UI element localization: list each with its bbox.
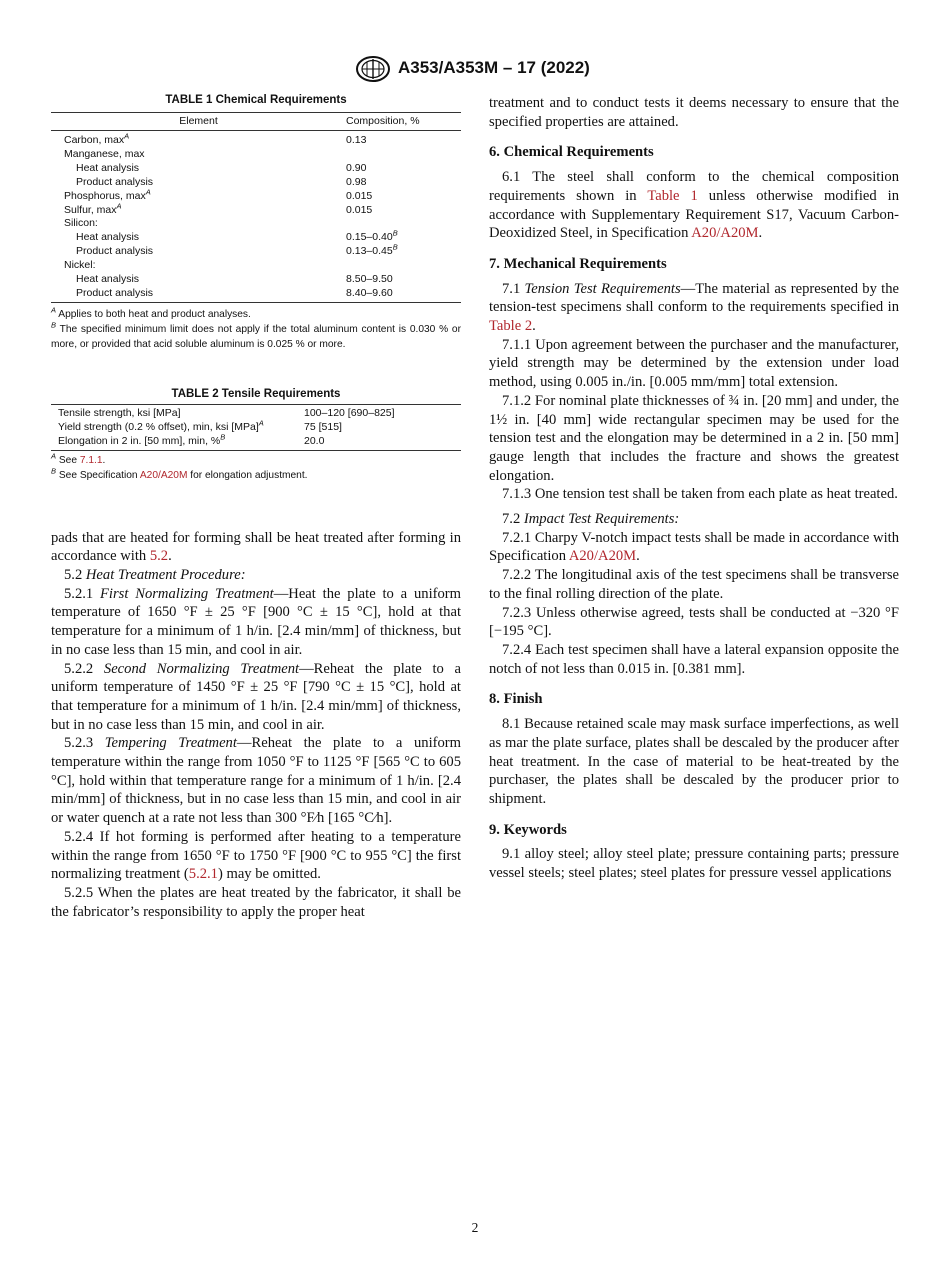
section-7-2-3: 7.2.3 Unless otherwise agreed, tests shall be conducted at −320 °F [−195 °C]. (489, 604, 899, 640)
table-row (51, 259, 461, 273)
table-row (51, 435, 461, 450)
table-cell-composition: 0.015 (346, 189, 373, 202)
table-2-footnote-a: $^A$ See 7.1.1. (51, 451, 106, 466)
table-2-tensile-requirements (51, 404, 461, 451)
table-cell-value: 20.0 (304, 435, 461, 450)
link-a20-a20m[interactable]: A20/A20M (568, 548, 637, 565)
section-5-2-1: 5.2.1 First Normalizing Treatment—Heat the plate to a uniform temperature of 1650 °F ± 25 °F [900 °C ± 15 °C], hold at that temperature for a minimum of 1 h/in. [2.4 min/mm] of thickness, but in no case less than 15 min, and cool in air. (51, 585, 461, 658)
table-cell-composition: 8.40–9.60 (346, 287, 461, 302)
section-5-2-5: 5.2.5 When the plates are heat treated by the fabricator, it shall be the fabricator’s responsibility to apply the proper heat (51, 884, 461, 920)
table-cell-composition (346, 148, 461, 162)
table-cell-composition: $0.13-0.45^B$ (346, 242, 398, 258)
section-7-2-4: 7.2.4 Each test specimen shall have a lateral expansion opposite the notch of not less than 0.015 in. [0.381 mm]. (489, 641, 899, 677)
document-id: A353/A353M – 17 (2022) (398, 58, 590, 77)
link-a20-a20m[interactable]: A20/A20M (139, 469, 188, 481)
table-1-title: TABLE 1 Chemical Requirements (165, 94, 347, 106)
page-number: 2 (471, 1220, 479, 1235)
table-cell-element: Heat analysis (76, 231, 140, 244)
section-7-1: 7.1 Tension Test Requirements—The material as represented by the tension-test specimens shall conform to the requirements specified in Table 2. (489, 280, 900, 335)
table-cell-property: Tensile strength, ksi [MPa] (58, 406, 181, 419)
table-row (51, 421, 461, 435)
left-column (51, 94, 461, 921)
section-8-1: 8.1 Because retained scale may mask surface imperfections, as well as mar the plate surface, plates shall be descaled by the producer after heat treatment. In the case of material to be heat-treated by the purchaser, the plates shall be descaled by the producer prior to shipment. (489, 716, 899, 807)
right-column (489, 94, 899, 883)
table-cell-element: Silicon: (64, 217, 98, 230)
astm-logo-icon (355, 56, 391, 82)
table-cell-composition: 0.90 (346, 161, 367, 174)
table-2-footnote-b: $^B$ See Specification A20/A20M for elongation adjustment. (51, 466, 308, 481)
table-1-footnote-b: $^B$ The specified minimum limit does not apply if the total aluminum content is 0.030 % or more, or provided that acid soluble aluminum is 0.025 % or more. (51, 320, 461, 350)
section-9-1: 9.1 alloy steel; alloy steel plate; pressure containing parts; pressure vessel steels; steel plates; steel plates for pressure vessel applications (489, 846, 899, 882)
table-cell-composition: 0.015 (346, 203, 373, 216)
page-header (0, 56, 950, 84)
table-cell-composition (346, 259, 461, 273)
table-row (51, 204, 461, 218)
table-row (51, 404, 461, 420)
table-cell-element: Phosphorus, $\max^A$ (64, 187, 151, 202)
section-7-heading: 7. Mechanical Requirements (489, 255, 667, 272)
table-1-footnote-a: $^A$ Applies to both heat and product analyses. (51, 305, 251, 320)
section-7-1-3: 7.1.3 One tension test shall be taken from each plate as heat treated. (502, 486, 898, 503)
table-row (51, 245, 461, 259)
table-1-chemical-requirements (51, 112, 461, 303)
table-cell-composition: 0.13 (346, 134, 367, 146)
section-7-2-heading: 7.2 Impact Test Requirements: (502, 511, 680, 528)
section-7-1-2: 7.1.2 For nominal plate thicknesses of ¾ in. [20 mm] and under, the 1½ in. [40 mm] wide rectangular specimen may be used for the tension test and the elongation may be determined in a 2 in. [50 mm] gauge length that includes the fracture and shows the greatest elongation. (489, 392, 899, 484)
section-5-2-4: 5.2.4 If hot forming is performed after heating to a temperature within the range from 1650 °F to 1750 °F [900 °C to 955 °C] the first normalizing treatment (5.2.1) may be omitted. (51, 828, 461, 883)
table-row (51, 190, 461, 204)
table-row (51, 162, 461, 176)
section-5-2-2: 5.2.2 Second Normalizing Treatment—Reheat the plate to a uniform temperature of 1450 °F ± 25 °F [790 °C ± 15 °C], hold at that temperature for a minimum of 1 h/in. [2.4 min/mm] of thickness, but in no case less than 15 min, and cool in air. (51, 660, 461, 733)
link-5-2-1[interactable]: 5.2.1 (188, 866, 218, 883)
link-table-1[interactable]: Table 1 (647, 187, 698, 204)
link-table-2[interactable]: Table 2 (489, 318, 533, 335)
table-2-title: TABLE 2 Tensile Requirements (171, 387, 341, 400)
section-5-2-heading: 5.2 Heat Treatment Procedure: (64, 567, 246, 583)
table-row (51, 148, 461, 162)
link-5-2[interactable]: 5.2 (149, 548, 169, 565)
section-6-1: 6.1 The steel shall conform to the chemical composition requirements shown in Table 1 unless otherwise modified in accordance with Supplementary Requirement S17, Vacuum Carbon-Deoxidized Steel, in Specification A20/A20M. (489, 169, 899, 242)
table-cell-element: Manganese, max (64, 147, 145, 160)
table-cell-element: Sulfur, $\max^A$ (64, 201, 122, 216)
table-row (51, 231, 461, 245)
table-cell-element: Product analysis (76, 175, 154, 188)
table-cell-composition: $0.15-0.40^B$ (346, 228, 398, 244)
table-cell-composition (346, 217, 461, 231)
section-7-2-1: 7.2.1 Charpy V-notch impact tests shall be made in accordance with Specification A20/A20M. (489, 529, 899, 565)
section-6-heading: 6. Chemical Requirements (489, 144, 654, 161)
link-7-1-1[interactable]: 7.1.1 (79, 454, 103, 466)
table-row (51, 217, 461, 231)
section-7-2-2: 7.2.2 The longitudinal axis of the test specimens shall be transverse to the final rolling direction of the plate. (489, 567, 899, 602)
paragraph-forming-pads: pads that are heated for forming shall be heat treated after forming in accordance with 5.2. (51, 529, 461, 565)
paragraph-continued-treatment: treatment and to conduct tests it deems necessary to ensure that the specified properties are attained. (489, 95, 899, 130)
table-cell-element: Heat analysis (76, 161, 140, 174)
section-5-2-3: 5.2.3 Tempering Treatment—Reheat the plate to a uniform temperature within the range from 1050 °F to 1125 °F [565 °C to 605 °C], hold within that temperature range for a minimum of 1 h/in. [2.4 min/mm] of thickness, but in no case less than 15 min, and cool in air or water quench at a rate not less than 300 °F⁄h [165 °C⁄h]. (51, 735, 461, 827)
table-cell-composition: 8.50–9.50 (346, 273, 393, 286)
table-cell-element: Product analysis (51, 287, 346, 302)
section-7-1-1: 7.1.1 Upon agreement between the purchaser and the manufacturer, yield strength may be determined by the extension under load method, using 0.005 in./in. [0.005 mm/mm] total extension. (489, 336, 899, 391)
table-cell-element: Nickel: (64, 259, 96, 272)
table-cell-element: Product analysis (76, 245, 154, 258)
table-cell-property: Yield strength (0.2 % offset), min, ksi [MPa]$^A$ (58, 418, 264, 433)
table-row (51, 287, 461, 302)
table-cell-element: Carbon, $\max^A$ (64, 131, 130, 146)
section-9-heading: 9. Keywords (489, 821, 567, 838)
table-1-header-composition: Composition, % (346, 113, 461, 131)
table-row (51, 176, 461, 190)
table-cell-property: Elongation in 2 in. [50 mm], min, %$^B$ (51, 435, 304, 450)
link-a20-a20m[interactable]: A20/A20M (691, 225, 759, 242)
table-row (51, 131, 461, 148)
section-8-heading: 8. Finish (489, 691, 543, 708)
table-1-header-element: Element (51, 113, 346, 131)
table-cell-composition: 0.98 (346, 175, 367, 188)
table-row (51, 273, 461, 287)
table-cell-element: Heat analysis (76, 273, 140, 286)
table-cell-value: 100–120 [690–825] (304, 406, 395, 419)
table-cell-value: 75 [515] (304, 420, 342, 433)
